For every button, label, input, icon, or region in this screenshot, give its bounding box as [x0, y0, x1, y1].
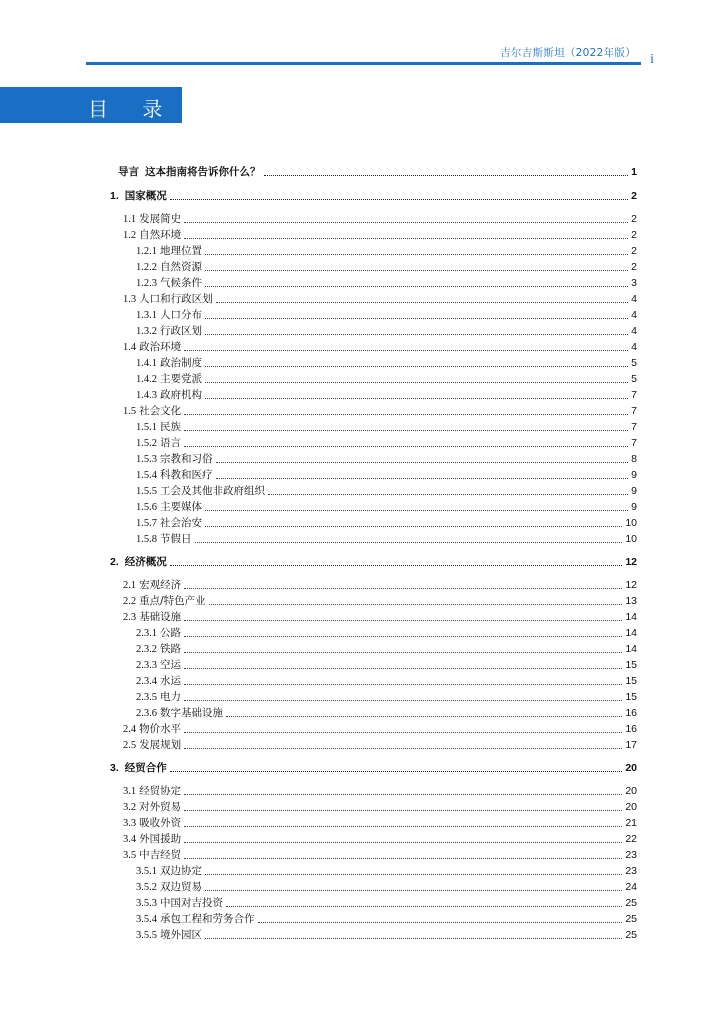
toc-entry-page: 25 [625, 929, 637, 941]
toc-entry-label [136, 707, 223, 720]
toc-entry-title: 发展简史 [139, 213, 182, 225]
toc-entry-page: 16 [625, 723, 637, 735]
toc-entry[interactable] [123, 720, 637, 736]
toc-dot-leader [184, 620, 622, 621]
toc-entry[interactable] [136, 640, 637, 656]
toc-dot-leader [184, 794, 622, 795]
toc-entry[interactable] [136, 370, 637, 386]
toc-dot-leader [258, 922, 623, 923]
toc-entry-number: 2.3.2 [136, 644, 157, 655]
toc-entry-number: 3.2 [123, 802, 137, 813]
toc-entry-page: 2 [631, 213, 637, 225]
toc-entry-number: 1. [110, 190, 119, 202]
toc-dot-leader [184, 350, 628, 351]
toc-entry-page: 20 [625, 762, 637, 774]
toc-dot-leader [205, 334, 628, 335]
toc-entry-title: 重点/特色产业 [139, 595, 206, 607]
toc-entry[interactable] [136, 450, 637, 466]
toc-dot-leader [216, 478, 629, 479]
toc-entry-label [136, 469, 213, 482]
toc-entry-label [136, 325, 202, 338]
toc-entry[interactable] [136, 242, 637, 258]
toc-entry[interactable] [136, 466, 637, 482]
toc-entry-page: 21 [625, 817, 637, 829]
toc-entry-title: 电力 [160, 691, 181, 703]
toc-dot-leader [184, 446, 628, 447]
toc-entry-number: 导言 [118, 166, 139, 178]
toc-entry-title: 中国对吉投资 [160, 897, 223, 909]
toc-entry-label [136, 309, 202, 322]
toc-entry-number: 1.2 [123, 230, 137, 241]
toc-dot-leader [184, 810, 622, 811]
toc-entry-number: 1.5.4 [136, 470, 157, 481]
toc-entry-label [136, 389, 202, 402]
toc-entry[interactable] [123, 846, 637, 862]
toc-entry-page: 8 [631, 453, 637, 465]
toc-entry[interactable] [123, 576, 637, 592]
toc-entry-number: 1.5.7 [136, 518, 157, 529]
toc-dot-leader [226, 716, 622, 717]
toc-dot-leader [184, 222, 628, 223]
toc-entry[interactable] [118, 163, 637, 179]
toc-entry-label [136, 485, 265, 498]
toc-entry-title: 节假日 [160, 533, 192, 545]
toc-entry-label [136, 517, 202, 530]
toc-entry-number: 3.5 [123, 850, 137, 861]
toc-entry-number: 3.5.5 [136, 930, 157, 941]
toc-entry-label [123, 611, 181, 624]
toc-entry-title: 对外贸易 [139, 801, 182, 813]
toc-entry-label [136, 373, 202, 386]
toc-entry-page: 9 [631, 469, 637, 481]
toc-entry-page: 4 [631, 293, 637, 305]
document-title: 吉尔吉斯斯坦（2022年版） [500, 47, 636, 59]
toc-entry-page: 22 [625, 833, 637, 845]
toc-entry[interactable] [136, 306, 637, 322]
toc-dot-leader [184, 748, 622, 749]
toc-entry-number: 2.3.3 [136, 660, 157, 671]
toc-entry-title: 社会文化 [139, 405, 182, 417]
toc-entry-number: 1.4.2 [136, 374, 157, 385]
page-number: i [650, 52, 654, 67]
toc-dot-leader [205, 270, 628, 271]
toc-entry-label [110, 190, 167, 203]
toc-entry-label [123, 801, 181, 814]
toc-dot-leader [184, 668, 622, 669]
toc-entry-label [123, 579, 181, 592]
toc-entry[interactable] [136, 514, 637, 530]
toc-dot-leader [216, 302, 629, 303]
toc-entry-number: 1.2.2 [136, 262, 157, 273]
toc-entry-page: 25 [625, 913, 637, 925]
toc-entry-label [123, 785, 181, 798]
toc-entry-label [136, 675, 181, 688]
toc-entry-label [136, 881, 202, 894]
toc-entry-title: 经贸协定 [139, 785, 182, 797]
toc-entry-title: 政府机构 [160, 389, 202, 401]
toc-entry-number: 1.3.1 [136, 310, 157, 321]
toc-entry-page: 20 [625, 801, 637, 813]
toc-entry-page: 16 [625, 707, 637, 719]
toc-entry-title: 人口分布 [160, 309, 202, 321]
toc-entry[interactable] [136, 418, 637, 434]
toc-entry-page: 9 [631, 485, 637, 497]
toc-entry-number: 2.3.1 [136, 628, 157, 639]
toc-dot-leader [216, 462, 629, 463]
toc-entry-label [123, 293, 213, 306]
toc-entry-title: 主要党派 [160, 373, 202, 385]
toc-entry[interactable] [110, 553, 637, 569]
toc-entry-page: 4 [631, 309, 637, 321]
toc-dot-leader [184, 700, 622, 701]
toc-entry-number: 1.4.1 [136, 358, 157, 369]
toc-dot-leader [205, 938, 622, 939]
toc-entry[interactable] [136, 862, 637, 878]
toc-entry-page: 14 [625, 611, 637, 623]
toc-entry[interactable] [123, 210, 637, 226]
toc-dot-leader [205, 366, 628, 367]
toc-entry-label [136, 245, 202, 258]
toc-dot-leader [184, 636, 622, 637]
toc-entry-label [136, 421, 181, 434]
toc-entry[interactable] [136, 656, 637, 672]
toc-entry-label [136, 659, 181, 672]
toc-dot-leader [184, 858, 622, 859]
toc-entry-title: 语言 [160, 437, 181, 449]
toc-entry-title: 气候条件 [160, 277, 202, 289]
toc-entry-title: 数字基础设施 [160, 707, 223, 719]
toc-entry-title: 物价水平 [139, 723, 182, 735]
toc-entry[interactable] [123, 782, 637, 798]
toc-entry-label [136, 913, 255, 926]
toc-entry[interactable] [136, 498, 637, 514]
toc-dot-leader [170, 199, 628, 200]
toc-entry-label [136, 691, 181, 704]
toc-entry-label [136, 897, 223, 910]
toc-entry-label [136, 627, 181, 640]
toc-dot-leader [268, 494, 628, 495]
toc-entry-label [110, 762, 167, 775]
toc-entry-page: 5 [631, 373, 637, 385]
toc-entry-number: 1.5.3 [136, 454, 157, 465]
toc-entry[interactable] [123, 830, 637, 846]
toc-dot-leader [205, 398, 628, 399]
toc-entry-number: 1.3 [123, 294, 137, 305]
toc-entry-number: 3.5.2 [136, 882, 157, 893]
toc-entry-title: 外国援助 [139, 833, 182, 845]
toc-entry-page: 10 [625, 533, 637, 545]
toc-entry-page: 5 [631, 357, 637, 369]
toc-entry[interactable] [136, 322, 637, 338]
toc-entry-page: 13 [625, 595, 637, 607]
toc-entry-page: 9 [631, 501, 637, 513]
toc-entry-title: 科教和医疗 [160, 469, 213, 481]
toc-entry-title: 双边协定 [160, 865, 202, 877]
toc-entry-page: 7 [631, 421, 637, 433]
toc-entry-label [136, 533, 192, 546]
toc-entry-label [123, 723, 181, 736]
toc-entry[interactable] [136, 434, 637, 450]
toc-entry[interactable] [123, 814, 637, 830]
toc-entry[interactable] [123, 338, 637, 354]
toc-entry-label [118, 166, 261, 179]
toc-entry[interactable] [123, 798, 637, 814]
toc-entry-page: 24 [625, 881, 637, 893]
toc-entry-number: 3.1 [123, 786, 137, 797]
toc-entry-title: 公路 [160, 627, 181, 639]
toc-entry[interactable] [136, 910, 637, 926]
toc-dot-leader [184, 414, 628, 415]
toc-entry-label [123, 849, 181, 862]
toc-entry-label [136, 453, 213, 466]
toc-entry-label [123, 833, 181, 846]
toc-entry-title: 双边贸易 [160, 881, 202, 893]
toc-entry[interactable] [136, 672, 637, 688]
toc-entry-number: 1.4.3 [136, 390, 157, 401]
toc-entry-label [136, 261, 202, 274]
toc-entry-page: 12 [625, 556, 637, 568]
toc-entry-page: 14 [625, 627, 637, 639]
toc-entry-title: 工会及其他非政府组织 [160, 485, 265, 497]
toc-entry-title: 民族 [160, 421, 181, 433]
toc-dot-leader [184, 684, 622, 685]
toc-entry-title: 中吉经贸 [139, 849, 182, 861]
toc-dot-leader [184, 732, 622, 733]
toc-entry[interactable] [123, 402, 637, 418]
toc-entry-title: 人口和行政区划 [139, 293, 213, 305]
toc-entry-number: 2.5 [123, 740, 137, 751]
toc-entry[interactable] [136, 926, 637, 942]
toc-dot-leader [205, 510, 628, 511]
toc-dot-leader [184, 826, 622, 827]
toc-entry-number: 3.5.4 [136, 914, 157, 925]
toc-entry-number: 3.5.3 [136, 898, 157, 909]
toc-entry[interactable] [136, 258, 637, 274]
toc-entry-number: 3.3 [123, 818, 137, 829]
toc-entry-page: 2 [631, 190, 637, 202]
toc-entry-title: 经贸合作 [124, 762, 167, 774]
toc-entry-title: 空运 [160, 659, 181, 671]
toc-dot-leader [205, 254, 628, 255]
toc-entry-page: 23 [625, 849, 637, 861]
toc-entry-page: 1 [631, 166, 637, 178]
toc-entry-label [123, 595, 206, 608]
toc-entry-title: 行政区划 [160, 325, 202, 337]
toc-entry[interactable] [136, 624, 637, 640]
toc-entry-page: 20 [625, 785, 637, 797]
toc-entry-number: 3. [110, 762, 119, 774]
toc-dot-leader [184, 652, 622, 653]
toc-entry-page: 23 [625, 865, 637, 877]
toc-entry[interactable] [123, 226, 637, 242]
toc-entry-title: 宏观经济 [139, 579, 182, 591]
toc-entry[interactable] [136, 354, 637, 370]
toc-entry-title: 铁路 [160, 643, 181, 655]
toc-entry-label [123, 341, 181, 354]
toc-entry-label [123, 739, 181, 752]
toc-dot-leader [226, 906, 622, 907]
toc-entry-title: 自然资源 [160, 261, 202, 273]
toc-entry[interactable] [136, 704, 637, 720]
toc-entry-page: 15 [625, 691, 637, 703]
toc-entry-number: 2.3.5 [136, 692, 157, 703]
toc-entry[interactable] [136, 482, 637, 498]
toc-entry-page: 25 [625, 897, 637, 909]
toc-entry-number: 1.5.8 [136, 534, 157, 545]
toc-heading: 目 录 [88, 97, 177, 121]
toc-entry-number: 3.5.1 [136, 866, 157, 877]
toc-entry[interactable] [123, 290, 637, 306]
toc-entry-page: 17 [625, 739, 637, 751]
toc-dot-leader [205, 890, 622, 891]
toc-entry-label [123, 229, 181, 242]
toc-entry[interactable] [136, 386, 637, 402]
toc-entry-number: 1.5.5 [136, 486, 157, 497]
toc-entry-title: 地理位置 [160, 245, 202, 257]
toc-entry-title: 基础设施 [139, 611, 182, 623]
toc-entry-title: 国家概况 [124, 190, 167, 202]
toc-entry-number: 1.4 [123, 342, 137, 353]
toc-entry[interactable] [123, 608, 637, 624]
toc-entry-label [136, 501, 202, 514]
toc-dot-leader [205, 874, 622, 875]
toc-entry-title: 水运 [160, 675, 181, 687]
toc-entry[interactable] [136, 530, 637, 546]
toc-entry-title: 宗教和习俗 [160, 453, 213, 465]
toc-entry-page: 7 [631, 405, 637, 417]
toc-entry-number: 1.3.2 [136, 326, 157, 337]
toc-entry-title: 政治制度 [160, 357, 202, 369]
toc-entry-page: 14 [625, 643, 637, 655]
toc-entry[interactable] [110, 187, 637, 203]
toc-dot-leader [205, 286, 628, 287]
toc-entry-title: 政治环境 [139, 341, 182, 353]
toc-entry-page: 15 [625, 675, 637, 687]
toc-entry-page: 3 [631, 277, 637, 289]
toc-entry-number: 1.5.2 [136, 438, 157, 449]
toc-entry-page: 2 [631, 261, 637, 273]
toc-entry-title: 境外园区 [160, 929, 202, 941]
toc-entry-page: 15 [625, 659, 637, 671]
toc-entry-number: 2.3.6 [136, 708, 157, 719]
toc-entry-number: 1.2.1 [136, 246, 157, 257]
toc-entry-label [136, 865, 202, 878]
toc-entry-number: 1.5.6 [136, 502, 157, 513]
toc-entry-title: 主要媒体 [160, 501, 202, 513]
toc-entry-page: 7 [631, 389, 637, 401]
toc-entry-title: 承包工程和劳务合作 [160, 913, 255, 925]
toc-dot-leader [184, 842, 622, 843]
toc-dot-leader [195, 542, 623, 543]
toc-dot-leader [205, 318, 628, 319]
toc-dot-leader [184, 588, 622, 589]
toc-entry-number: 2.3.4 [136, 676, 157, 687]
toc-entry-number: 2.3 [123, 612, 137, 623]
toc-entry[interactable] [110, 759, 637, 775]
toc-dot-leader [170, 771, 623, 772]
toc-entry[interactable] [136, 894, 637, 910]
toc-dot-leader [170, 565, 623, 566]
toc-entry-page: 7 [631, 437, 637, 449]
toc-dot-leader [205, 382, 628, 383]
toc-entry-title: 自然环境 [139, 229, 182, 241]
toc-entry-number: 2. [110, 556, 119, 568]
toc-entry-page: 4 [631, 341, 637, 353]
toc-dot-leader [264, 175, 629, 176]
toc-entry-number: 1.5.1 [136, 422, 157, 433]
toc-entry-page: 10 [625, 517, 637, 529]
toc-entry-title: 发展规划 [139, 739, 182, 751]
toc-entry-label [136, 929, 202, 942]
toc-entry-label [123, 213, 181, 226]
toc-entry-label [123, 405, 181, 418]
toc-entry-number: 1.2.3 [136, 278, 157, 289]
toc-entry-title: 这本指南将告诉你什么？ [145, 166, 261, 178]
toc-entry-label [136, 277, 202, 290]
toc-entry-number: 3.4 [123, 834, 137, 845]
toc-entry[interactable] [136, 878, 637, 894]
toc-dot-leader [209, 604, 623, 605]
toc-entry-number: 1.1 [123, 214, 137, 225]
toc-entry-number: 1.5 [123, 406, 137, 417]
toc-entry-page: 12 [625, 579, 637, 591]
toc-entry-label [136, 437, 181, 450]
toc-entry-number: 2.1 [123, 580, 137, 591]
toc-entry-page: 2 [631, 229, 637, 241]
toc-dot-leader [205, 526, 622, 527]
toc-entry-label [136, 357, 202, 370]
toc-dot-leader [184, 238, 628, 239]
toc-entry-number: 2.4 [123, 724, 137, 735]
toc-entry[interactable] [123, 736, 637, 752]
toc-entry-number: 2.2 [123, 596, 137, 607]
toc-entry-page: 4 [631, 325, 637, 337]
toc-entry-title: 经济概况 [124, 556, 167, 568]
toc-entry-label [123, 817, 181, 830]
toc-entry[interactable] [136, 274, 637, 290]
toc-entry-title: 吸收外资 [139, 817, 182, 829]
toc-entry[interactable] [123, 592, 637, 608]
toc-entry-title: 社会治安 [160, 517, 202, 529]
toc-entry-label [110, 556, 167, 569]
toc-entry-page: 2 [631, 245, 637, 257]
toc-entry-label [136, 643, 181, 656]
toc-entry[interactable] [136, 688, 637, 704]
toc-dot-leader [184, 430, 628, 431]
